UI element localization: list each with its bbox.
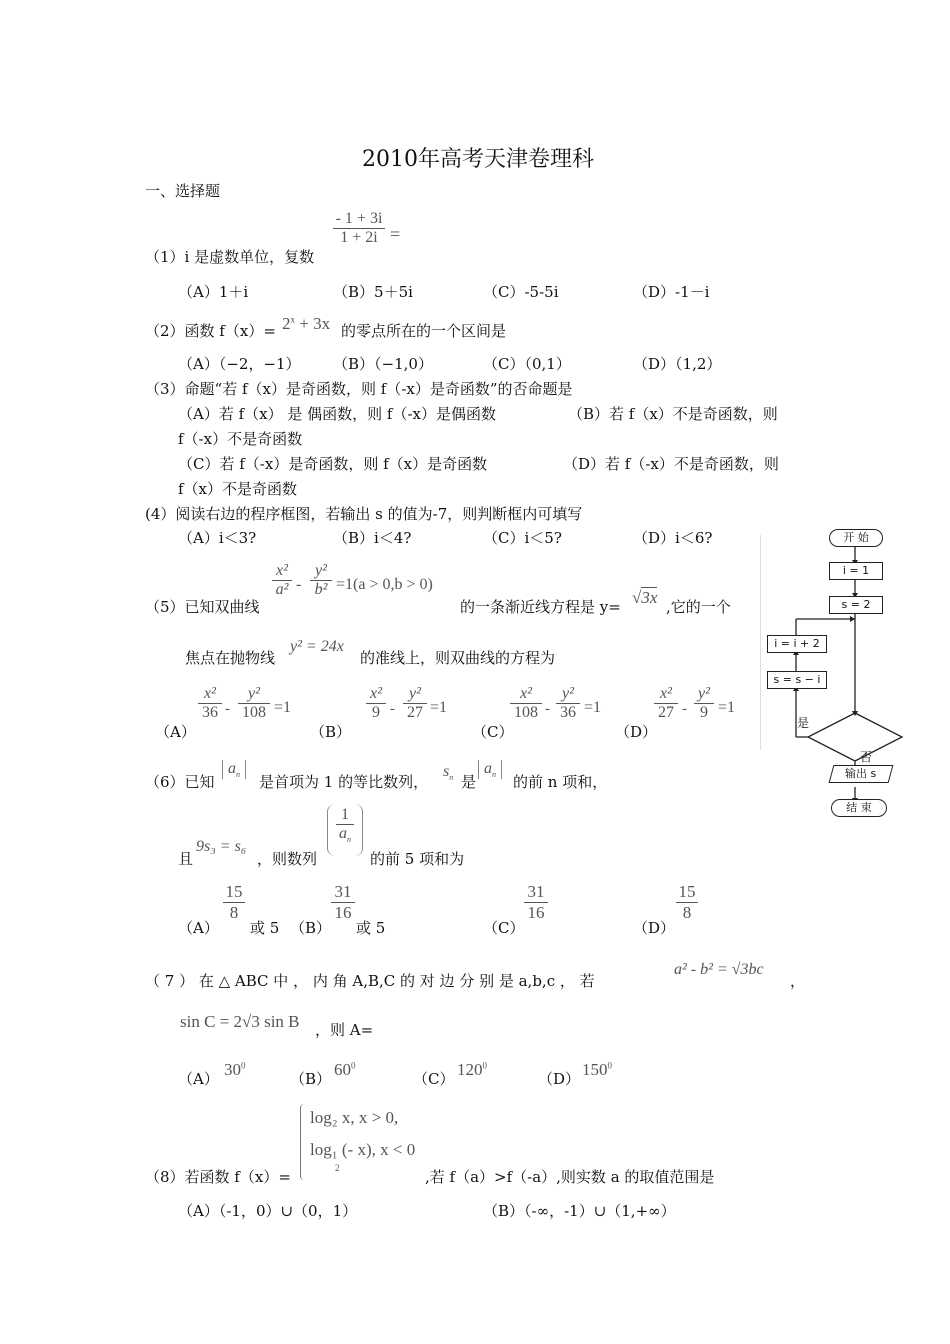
q2-option-c: （C）（0,1）	[483, 355, 571, 373]
q1-option-b: （B）5＋5i	[333, 283, 413, 301]
q2-option-a: （A）（−2，−1）	[178, 355, 301, 373]
q5-optB-frac2: y² 27	[403, 685, 427, 722]
q5-optA-frac1: x² 36	[198, 685, 222, 722]
q5-optC-frac2: y² 36	[556, 685, 580, 722]
q6-sn: $s_n$	[443, 763, 454, 783]
q1-fraction: - 1 + 3i 1 + 2i	[333, 210, 385, 247]
q2-option-b: （B）（−1,0）	[333, 355, 433, 373]
q4-stem: (4）阅读右边的程序框图，若输出 s 的值为-7，则判断框内可填写	[145, 505, 583, 523]
q5-condition: =1(a > 0,b > 0)	[336, 576, 433, 593]
q5-optC-frac1: x² 108	[510, 685, 542, 722]
q2-stem-post: 的零点所在的一个区间是	[341, 322, 507, 340]
q4-option-a: （A）i＜3?	[178, 529, 257, 547]
q8-option-b: （B）（-∞，-1）∪（1,+∞）	[483, 1202, 676, 1220]
q8-stem-pre: （8）若函数 f（x）=	[145, 1168, 291, 1186]
q5-stem-post: ,它的一个	[666, 598, 731, 616]
q6-seq-recip: 1 $a_n$	[327, 804, 363, 856]
flow-output: 输出 s	[829, 765, 894, 783]
flow-init-i: i = 1	[829, 562, 883, 580]
q7-option-a-value: $30^0$	[224, 1060, 246, 1079]
q5-optA-frac2: y² 108	[238, 685, 270, 722]
q7-option-b-value: $60^0$	[334, 1060, 356, 1079]
q6-stem-mid1: 是首项为 1 的等比数列，	[259, 773, 429, 791]
q2-stem-pre: （2）函数 f（x）=	[145, 322, 276, 340]
q7-condition: a² - b² = √3bc	[674, 961, 764, 978]
q5-parabola: y² = 24x	[290, 638, 344, 655]
q1-option-d: （D）-1－i	[633, 283, 710, 301]
q3-option-a: （A）若 f（x） 是 偶函数，则 f（-x）是偶函数	[178, 405, 496, 423]
q1-option-a: （A）1＋i	[178, 283, 249, 301]
q2-option-d: （D）（1,2）	[633, 355, 722, 373]
q5-frac-x: x² a²	[272, 562, 292, 599]
flow-end: 结 束	[831, 799, 887, 817]
q4-option-c: （C）i＜5?	[483, 529, 562, 547]
flow-init-s: s = 2	[829, 596, 883, 614]
q8-option-a: （A）（-1，0）∪（0，1）	[178, 1202, 358, 1220]
flow-no-label: 否	[860, 750, 873, 764]
q6-condition: 9s₃ = s₆	[196, 838, 247, 855]
q6-optB-frac: 31 16	[331, 882, 355, 923]
q4-option-d: （D）i＜6?	[633, 529, 713, 547]
q1-option-c: （C）-5-5i	[483, 283, 559, 301]
flow-start: 开 始	[829, 529, 883, 547]
flow-increment-i: i = i + 2	[767, 635, 827, 653]
q3-option-d: （D）若 f（-x）不是奇函数，则	[563, 455, 779, 473]
q6-optA-frac: 15 8	[223, 882, 245, 923]
q8-piece-2: log₁ (- x), x < 0	[310, 1140, 416, 1159]
q3-option-b: （B）若 f（x）不是奇函数，则	[568, 405, 778, 423]
q5-optD-frac2: y² 9	[694, 685, 714, 722]
flow-update-s: s = s − i	[767, 671, 827, 689]
q8-piece-1: log₂ x, x > 0,	[310, 1108, 399, 1127]
q5-line2-post: 的准线上，则双曲线的方程为	[360, 649, 556, 667]
q3-option-d-cont: f（x）不是奇函数	[178, 480, 298, 498]
q8-stem-post: ,若 f（a）>f（-a）,则实数 a 的取值范围是	[425, 1168, 715, 1186]
q7-sine-condition: sin C = 2√3 sin B	[180, 1012, 300, 1031]
q6-stem-pre: （6）已知	[145, 773, 215, 791]
q7-stem: （ 7 ） 在 △ ABC 中 ， 内 角 A,B,C 的 对 边 分 别 是 a,b,c ， 若	[145, 972, 595, 990]
q3-option-c: （C）若 f（-x）是奇函数，则 f（x）是奇函数	[178, 455, 488, 473]
q2-expression: 2$^x$ + 3x	[282, 314, 331, 333]
q7-option-d-value: $150^0$	[582, 1060, 612, 1079]
q5-stem-mid: 的一条渐近线方程是 y=	[460, 598, 621, 616]
q1-stem: （1）i 是虚数单位，复数	[145, 248, 315, 266]
q7-option-c-value: $120^0$	[457, 1060, 487, 1079]
section-heading: 一、选择题	[145, 182, 221, 200]
q4-option-b: （B）i＜4?	[333, 529, 412, 547]
q5-stem-pre: （5）已知双曲线	[145, 598, 260, 616]
q5-sqrt3x: √3x	[632, 588, 658, 607]
q6-seq-an-2: $a_n$	[478, 760, 502, 779]
flow-yes-label: 是	[797, 716, 810, 730]
q5-optB-frac1: x² 9	[366, 685, 386, 722]
q6-optC-frac: 31 16	[524, 882, 548, 923]
q6-optD-frac: 15 8	[676, 882, 698, 923]
page-title: 2010年高考天津卷理科	[362, 147, 594, 172]
q8-brace	[300, 1104, 307, 1180]
q5-frac-y: y² b²	[310, 562, 332, 599]
q5-optD-frac1: x² 27	[654, 685, 678, 722]
q3-option-b-cont: f（-x）不是奇函数	[178, 430, 303, 448]
q6-seq-an: $a_n$	[222, 760, 246, 779]
q3-stem: （3）命题“若 f（x）是奇函数，则 f（-x）是奇函数”的否命题是	[145, 380, 573, 398]
q5-line2: 焦点在抛物线	[185, 649, 276, 667]
